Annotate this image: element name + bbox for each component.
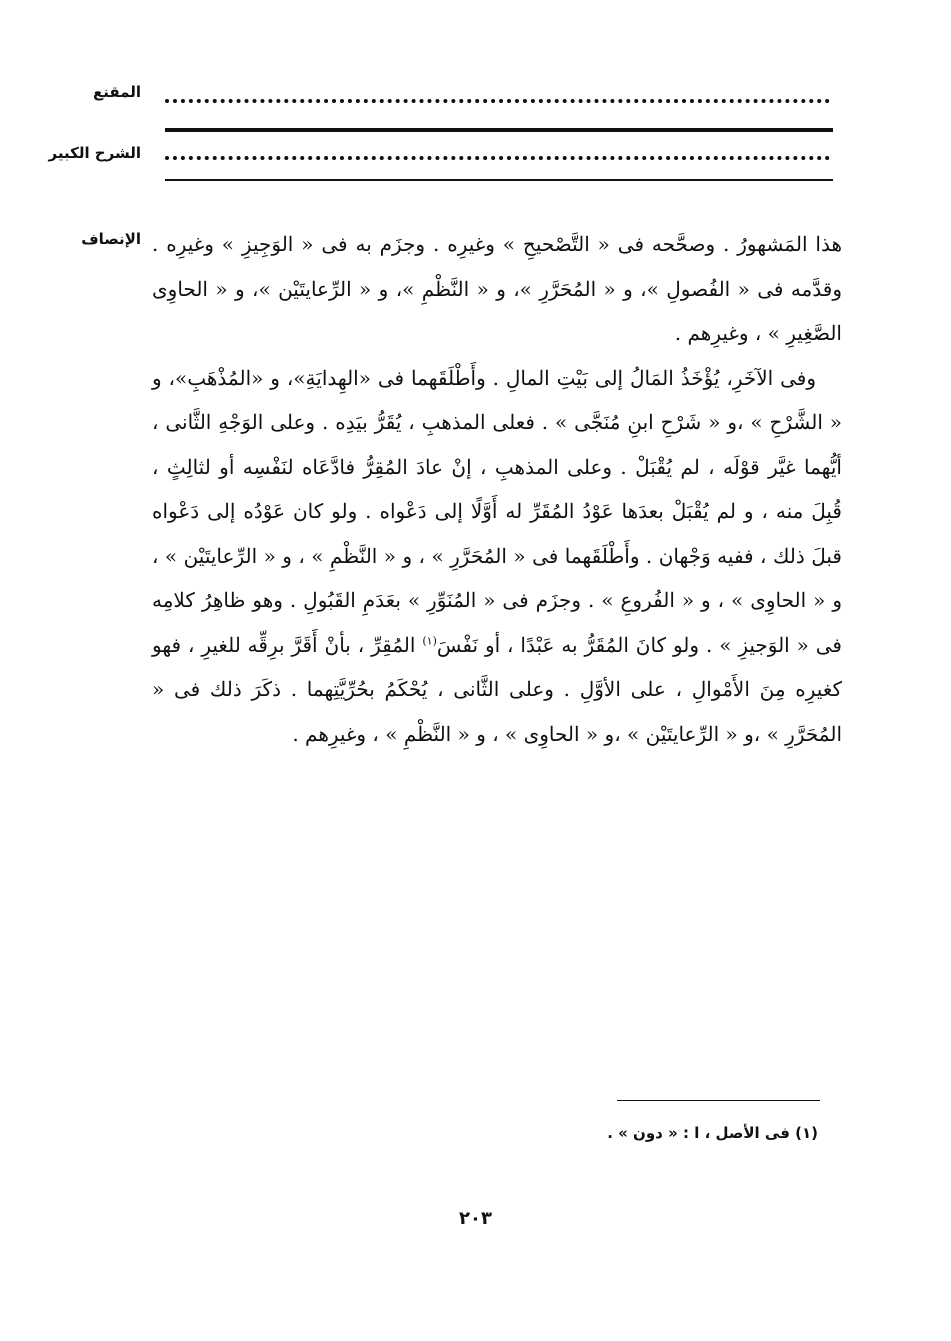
rule-thick	[165, 128, 833, 132]
footnote-rule	[617, 1100, 820, 1101]
sharh-dotted-placeholder	[165, 156, 830, 160]
label-muqni: المقنع	[93, 83, 141, 101]
page-number: ٢٠٣	[459, 1208, 492, 1229]
insaf-body	[152, 222, 842, 756]
label-insaf: الإنصاف	[81, 230, 141, 248]
paragraph-2-continuation: المُقِرِّ ، بأنْ أَقَرَّ برِقِّه للغيرِ ، فهو كغيرِه مِنَ الأَمْوالِ ، على الأوَّلِ . وعلى الثَّانى ، يُحْكَمُ بحُرِّيَّتِهما . ذكَرَ ذلك فى « المُحَرَّرِ » ،و « الرِّعايتَيْن » ،و « الحاوِى » ، و « النَّظْمِ » ، وغيرِهم .	[152, 632, 842, 746]
paragraph-2	[152, 356, 842, 757]
rule-thin	[165, 179, 833, 181]
paragraph-2-text: وفى الآخَرِ، يُؤْخَذُ المَالُ إلى بَيْتِ المالِ . وأَطْلَقَهما فى «الهِدايَةِ»، و «المُذْهَبِ»، و « الشَّرْحِ » ،و « شَرْحِ ابنِ مُنَجَّى » . فعلى المذهبِ ، يُقَرُّ بيَدِه . وعلى الوَجْهِ الثَّانى ، أيُّهما غيَّر قوْلَه ، لم يُقْبَلْ . وعلى المذهبِ ، إنْ عادَ المُقِرُّ فادَّعَاه لنَفْسِه أو لثالِثٍ ، قُبِلَ منه ، و لم يُقْبَلْ بعدَها عَوْدُ المُقَرِّ له أَوَّلًا إلى دَعْواه . ولو كان عَوْدُه إلى دَعْواه قبلَ ذلك ، ففيه وَجْهان . وأَطْلَقَهما فى « المُحَرَّرِ » ، و « النَّظْمِ » ، و « الرِّعايتَيْن » ، و « الحاوِى » ، و « الفُروعِ » . وجزَم فى « المُنَوِّرِ » بعَدَمِ القَبُولِ . وهو ظاهِرُ كلامِه فى « الوَجيزِ » . ولو كانَ المُقَرُّ به عَبْدًا ، أو نَفْسَ	[152, 365, 842, 657]
muqni-dotted-placeholder	[165, 99, 830, 103]
paragraph-1: هذا المَشهورُ . وصحَّحه فى « التَّصْحيحِ » وغيرِه . وجزَم به فى « الوَجِيزِ » وغيرِه . وقدَّمه فى « الفُصولِ »، و « المُحَرَّرِ »، و « النَّظْمِ »، و « الرِّعايتَيْن »، و « الحاوِى الصَّغِيرِ » ، وغيرِهم .	[152, 232, 842, 345]
label-sharh-kabir: الشرح الكبير	[48, 144, 141, 162]
footnote: (١) فى الأصل ، ا : « دون » .	[607, 1124, 818, 1142]
footnote-reference: (١)	[422, 633, 437, 647]
